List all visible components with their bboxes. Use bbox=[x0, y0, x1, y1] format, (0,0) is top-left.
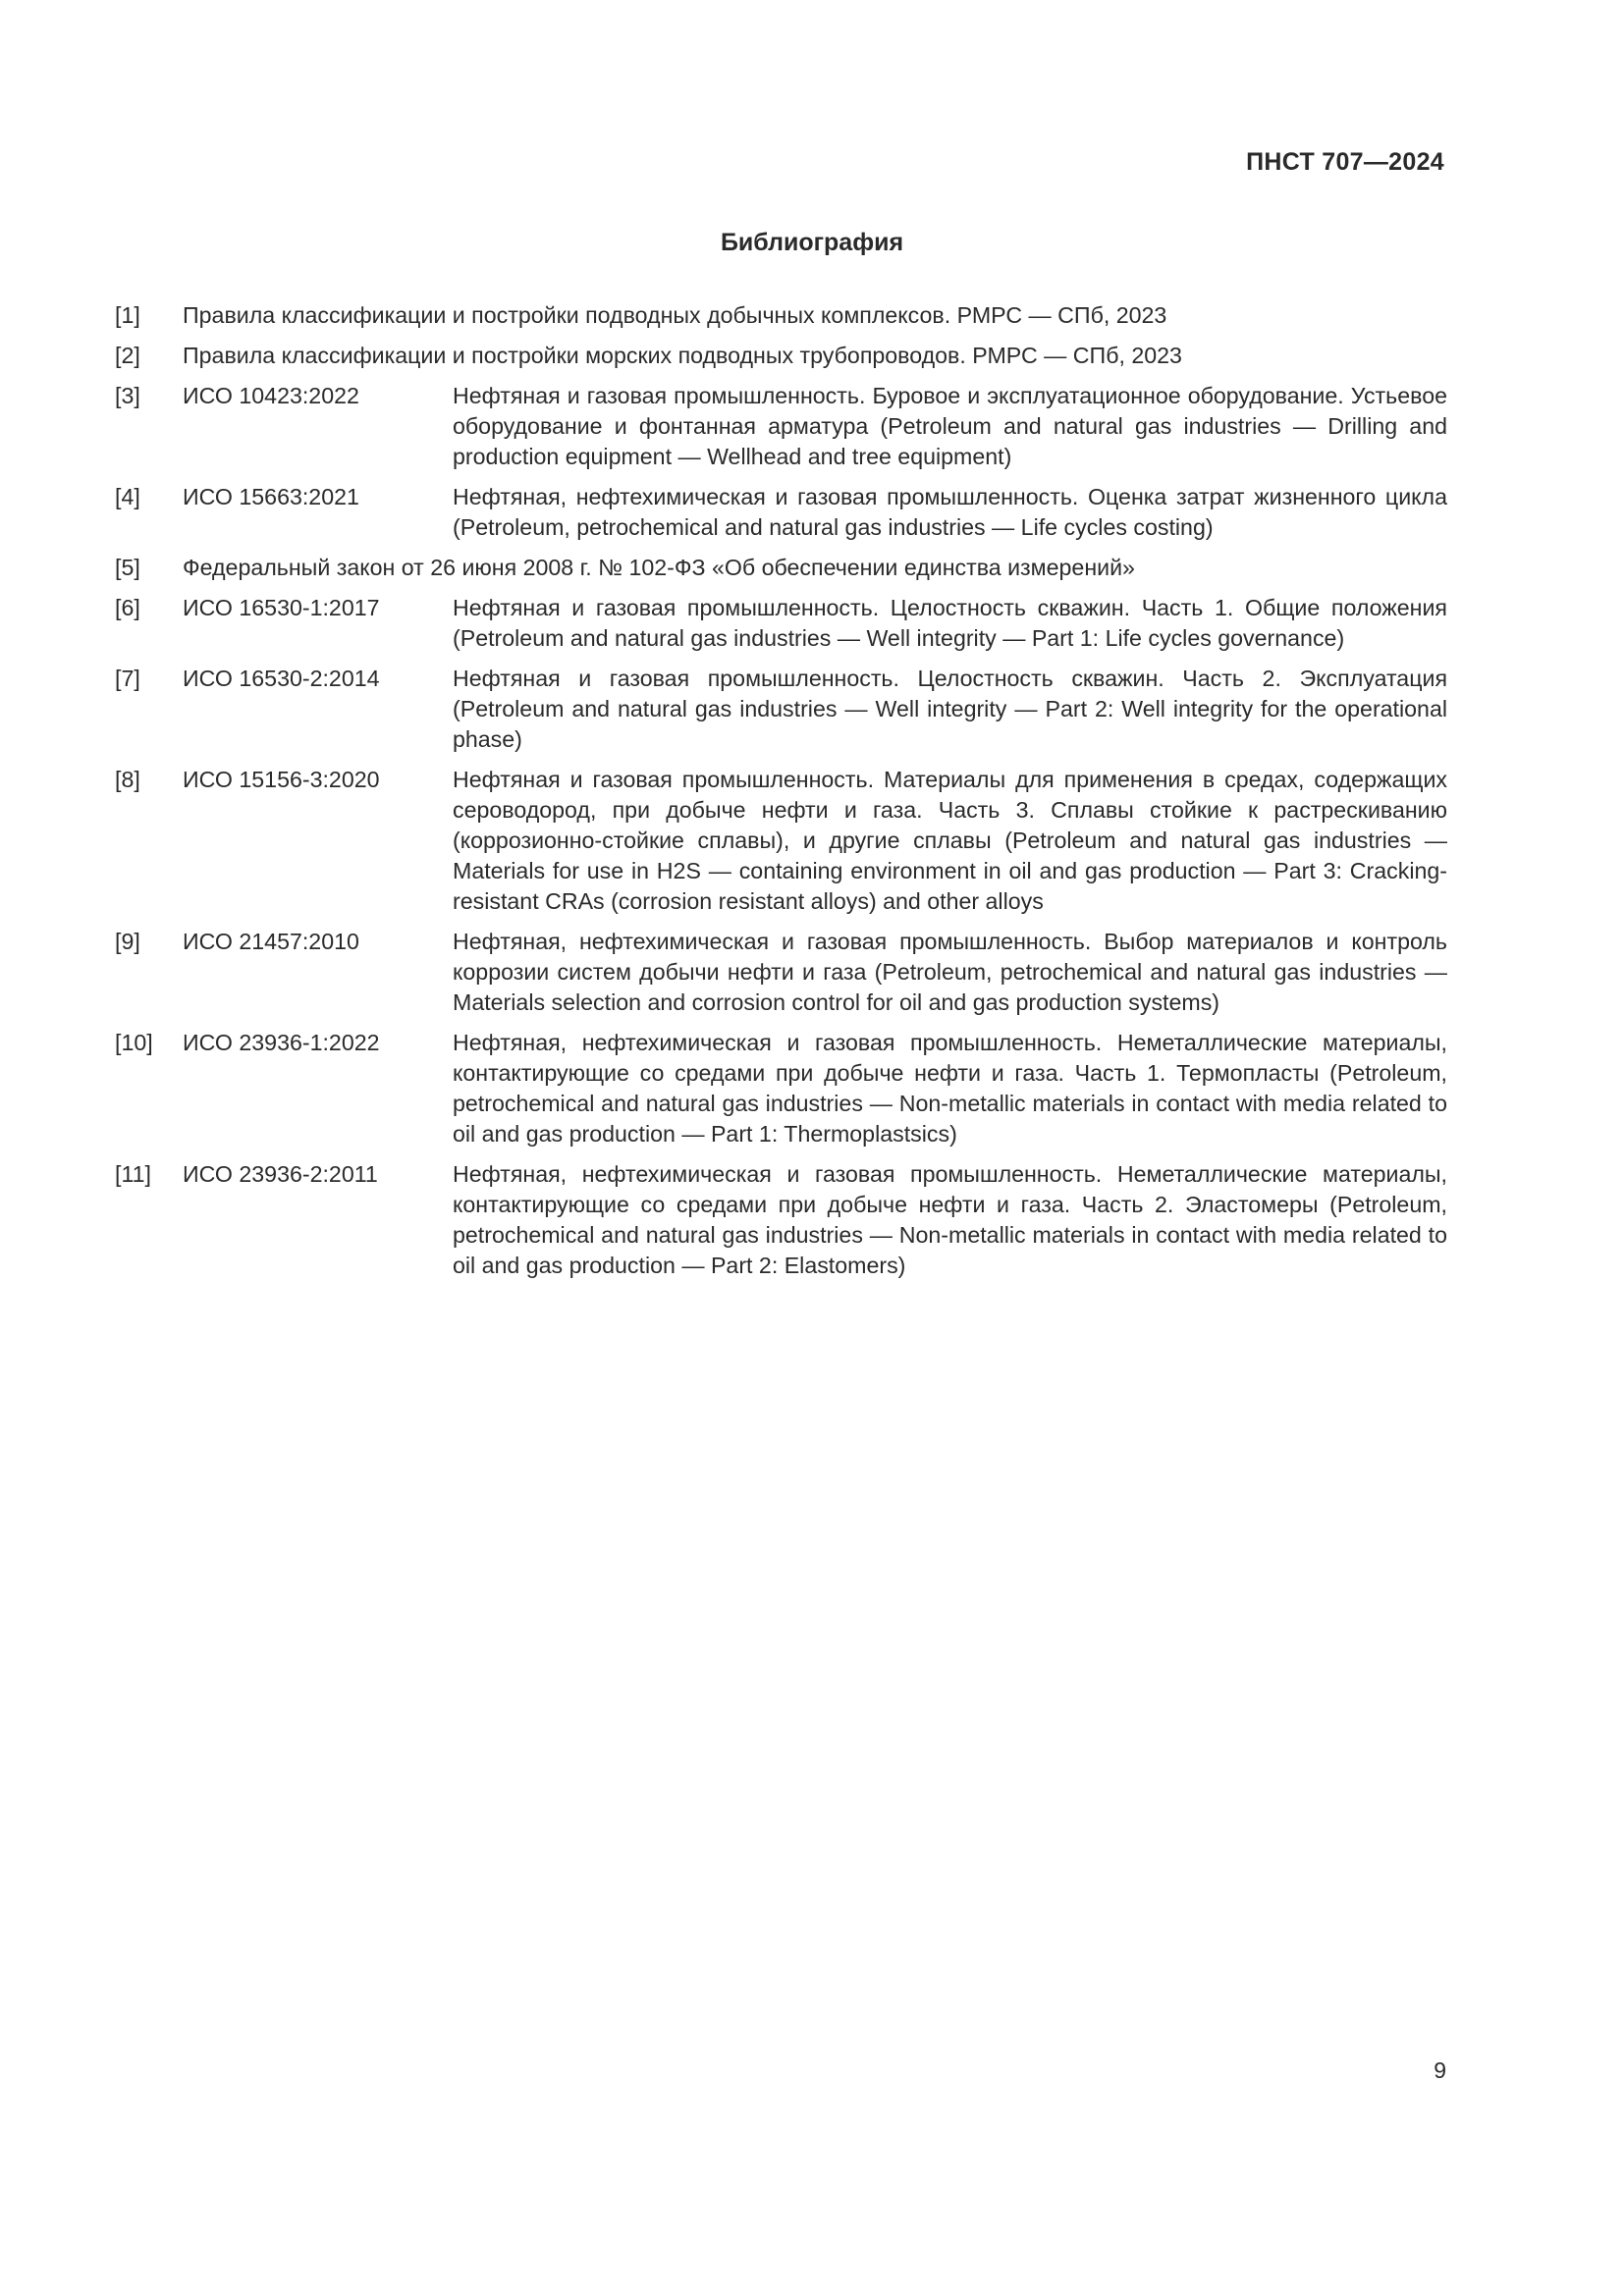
entry-standard-code: ИСО 23936-1:2022 bbox=[183, 1030, 380, 1055]
entry-number: [7] bbox=[115, 666, 140, 691]
entry-standard-code: ИСО 16530-2:2014 bbox=[183, 666, 380, 691]
entry-description: Нефтяная, нефтехимическая и газовая промышленность. Неметаллические материалы, контактирующие со средами при добыче нефти и газа. Часть 2. Эластомеры (Petroleum, petrochemical and natural gas industries — Non-metallic materials in contact with media related to oil and gas production — Part 2: Elastomers) bbox=[453, 1161, 1447, 1278]
entry-standard-code: ИСО 21457:2010 bbox=[183, 929, 359, 954]
entry-number: [4] bbox=[115, 484, 140, 509]
bibliography-list bbox=[115, 300, 1447, 1291]
entry-standard-code: ИСО 16530-1:2017 bbox=[183, 595, 380, 620]
entry-standard-code: ИСО 15156-3:2020 bbox=[183, 767, 380, 792]
bibliography-entry bbox=[115, 553, 1447, 583]
entry-text: Правила классификации и постройки подводных добычных комплексов. РМРС — СПб, 2023 bbox=[183, 302, 1167, 328]
entry-number: [2] bbox=[115, 343, 140, 368]
entry-description: Нефтяная, нефтехимическая и газовая промышленность. Выбор материалов и контроль коррозии систем добычи нефти и газа (Petroleum, petrochemical and natural gas industries — Materials selection and corrosion control for oil and gas production systems) bbox=[453, 929, 1447, 1015]
entry-description: Нефтяная, нефтехимическая и газовая промышленность. Неметаллические материалы, контактирующие со средами при добыче нефти и газа. Часть 1. Термопласты (Petroleum, petrochemical and natural gas industries — Non-metallic materials in contact with media related to oil and gas production — Part 1: Thermoplastsics) bbox=[453, 1030, 1447, 1147]
entry-description: Нефтяная и газовая промышленность. Целостность скважин. Часть 1. Общие положения (Petroleum and natural gas industries — Well integrity — Part 1: Life cycles governance) bbox=[453, 595, 1447, 651]
bibliography-entry bbox=[115, 381, 1447, 472]
entry-description: Нефтяная и газовая промышленность. Буровое и эксплуатационное оборудование. Устьевое оборудование и фонтанная арматура (Petroleum and natural gas industries — Drilling and production equipment — Wellhead and tree equipment) bbox=[453, 383, 1447, 469]
page-title: Библиография bbox=[720, 229, 904, 256]
entry-number: [6] bbox=[115, 595, 140, 620]
entry-description: Нефтяная, нефтехимическая и газовая промышленность. Оценка затрат жизненного цикла (Petroleum, petrochemical and natural gas industries — Life cycles costing) bbox=[453, 484, 1447, 540]
bibliography-entry bbox=[115, 1159, 1447, 1281]
entry-number: [8] bbox=[115, 767, 140, 792]
entry-text: Правила классификации и постройки морских подводных трубопроводов. РМРС — СПб, 2023 bbox=[183, 343, 1182, 368]
entry-standard-code: ИСО 10423:2022 bbox=[183, 383, 359, 408]
entry-text: Федеральный закон от 26 июня 2008 г. № 102-ФЗ «Об обеспечении единства измерений» bbox=[183, 555, 1135, 580]
bibliography-entry bbox=[115, 300, 1447, 331]
entry-standard-code: ИСО 23936-2:2011 bbox=[183, 1161, 378, 1187]
bibliography-entry bbox=[115, 765, 1447, 917]
entry-number: [5] bbox=[115, 555, 140, 580]
entry-description: Нефтяная и газовая промышленность. Материалы для применения в средах, содержащих сероводород, при добыче нефти и газа. Часть 3. Сплавы стойкие к растрескиванию (коррозионно-стойкие сплавы), и другие сплавы (Petroleum and natural gas industries — Materials for use in H2S — containing environment in oil and gas production — Part 3: Cracking-resistant CRAs (corrosion resistant alloys) and other alloys bbox=[453, 767, 1447, 914]
bibliography-entry bbox=[115, 927, 1447, 1018]
bibliography-entry bbox=[115, 664, 1447, 755]
bibliography-entry bbox=[115, 593, 1447, 654]
entry-number: [9] bbox=[115, 929, 140, 954]
bibliography-entry bbox=[115, 341, 1447, 371]
entry-number: [3] bbox=[115, 383, 140, 408]
entry-standard-code: ИСО 15663:2021 bbox=[183, 484, 359, 509]
page-number: 9 bbox=[1434, 2057, 1446, 2083]
document-code: ПНСТ 707—2024 bbox=[1246, 148, 1444, 176]
entry-description: Нефтяная и газовая промышленность. Целостность скважин. Часть 2. Эксплуатация (Petroleum and natural gas industries — Well integrity — Part 2: Well integrity for the operational phase) bbox=[453, 666, 1447, 752]
entry-number: [11] bbox=[115, 1161, 151, 1187]
entry-number: [1] bbox=[115, 302, 140, 328]
bibliography-entry bbox=[115, 482, 1447, 543]
entry-number: [10] bbox=[115, 1030, 153, 1055]
bibliography-entry bbox=[115, 1028, 1447, 1149]
